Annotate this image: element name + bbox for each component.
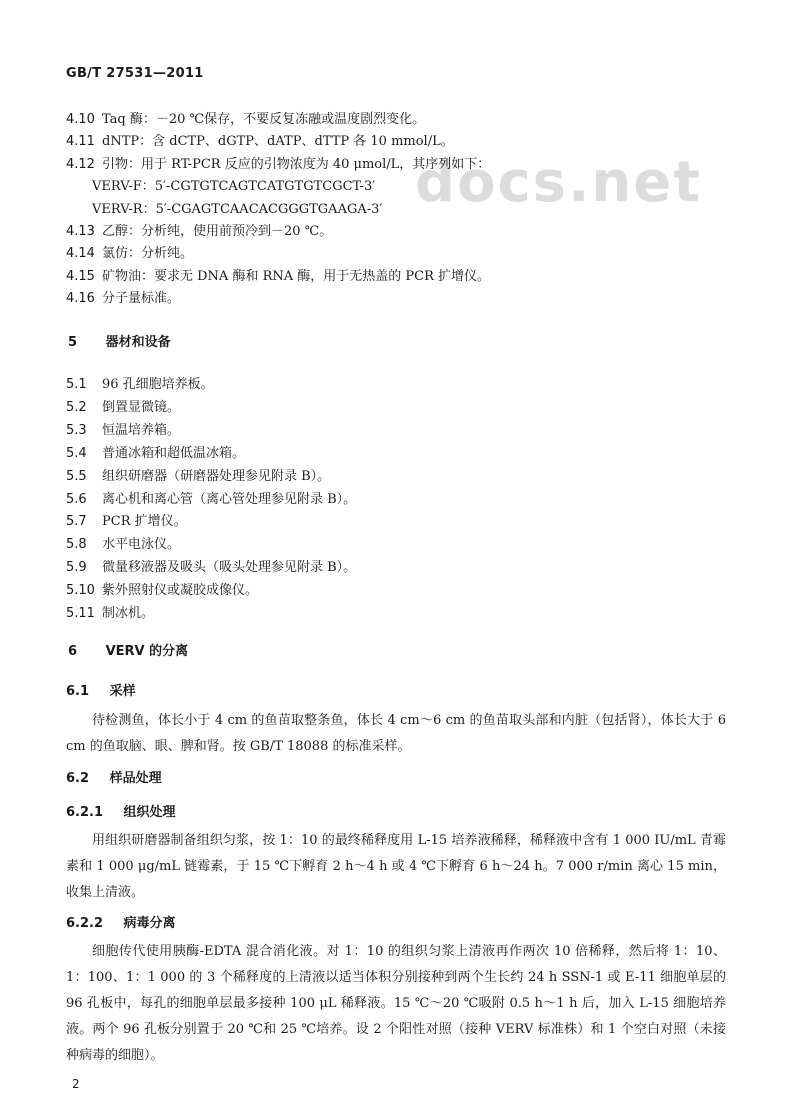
list-item (66, 602, 154, 621)
section-number: 6 (68, 644, 78, 659)
paragraph-6-1: 待检测鱼，体长小于 4 cm 的鱼苗取整条鱼，体长 4 cm～6 cm 的鱼苗取头部和内脏（包括肾），体长大于 6 cm 的鱼取脑、眼、脾和肾。按 GB/T 18088 的标准采样。 (66, 713, 726, 754)
section-title: 器材和设备 (105, 335, 171, 350)
subsection-title: 采样 (109, 684, 136, 699)
item-number: 5.5 (66, 468, 87, 484)
item-text: 离心机和离心管（离心管处理参见附录 B）。 (102, 491, 357, 507)
list-item (66, 242, 193, 261)
list-item (66, 533, 180, 552)
item-text: 微量移液器及吸头（吸头处理参见附录 B）。 (102, 560, 357, 576)
subsection-number: 6.1 (66, 684, 90, 699)
subsection-title: 病毒分离 (123, 916, 176, 931)
paragraph-6-2-1: 用组织研磨器制备组织匀浆，按 1：10 的最终稀释度用 L-15 培养液稀释，稀释液中含有 1 000 IU/mL 青霉素和 1 000 μg/mL 链霉素，于 15 ℃下孵育 2 h～4 h 或 4 ℃下孵育 6 h～24 h。7 000 r/min 离心 15 min，收集上清液。 (66, 833, 726, 900)
section-5-heading (68, 331, 171, 350)
item-text: 普通冰箱和超低温冰箱。 (102, 445, 246, 461)
list-item (66, 220, 332, 239)
list-item (92, 198, 382, 217)
item-number: 5.1 (66, 377, 87, 392)
watermark: docs.net (415, 150, 702, 215)
item-text: Taq 酶：－20 ℃保存，不要反复冻融或温度剧烈变化。 (102, 112, 426, 127)
item-text: VERV-F：5′-CGTGTCAGTCATGTGTCGCT-3′ (92, 179, 376, 195)
item-number: 5.3 (66, 422, 87, 438)
item-text: 乙醇：分析纯，使用前预冷到－20 ℃。 (102, 224, 333, 239)
item-text: 引物：用于 RT-PCR 反应的引物浓度为 40 μmol/L，其序列如下： (102, 156, 491, 172)
item-text: VERV-R：5′-CGAGTCAACACGGGTGAAGA-3′ (92, 201, 383, 217)
section-number: 5 (68, 335, 78, 350)
item-text: 矿物油：要求无 DNA 酶和 RNA 酶，用于无热盖的 PCR 扩增仪。 (102, 268, 491, 284)
item-number: 4.12 (66, 156, 95, 172)
list-item (66, 265, 490, 284)
item-text: PCR 扩增仪。 (102, 514, 187, 530)
item-number: 5.10 (66, 583, 95, 599)
subsection-6-1-heading (66, 680, 136, 699)
item-number: 5.8 (66, 537, 87, 553)
list-item (66, 108, 425, 127)
list-item (66, 396, 180, 415)
item-text: 制冰机。 (102, 606, 155, 621)
list-item (66, 556, 356, 575)
item-text: 氯仿：分析纯。 (102, 246, 194, 262)
list-item (66, 465, 330, 484)
list-item (66, 510, 187, 529)
item-text: 组织研磨器（研磨器处理参见附录 B）。 (102, 468, 331, 484)
list-item (66, 287, 180, 306)
subsection-title: 样品处理 (109, 771, 162, 786)
subsection-number: 6.2 (66, 771, 90, 786)
subsection-6-2-1-heading (66, 801, 176, 820)
item-number: 4.11 (66, 134, 95, 150)
item-number: 5.7 (66, 514, 87, 530)
item-number: 4.13 (66, 224, 95, 239)
item-number: 4.15 (66, 268, 95, 284)
item-text: 恒温培养箱。 (102, 422, 181, 438)
list-item (92, 175, 375, 194)
list-item (66, 442, 245, 461)
list-item (66, 419, 180, 438)
item-text: 倒置显微镜。 (102, 399, 181, 415)
item-number: 5.4 (66, 445, 87, 461)
item-number: 4.16 (66, 291, 95, 307)
item-text: 96 孔细胞培养板。 (102, 377, 214, 392)
paragraph-6-2-2: 细胞传代使用胰酶-EDTA 混合消化液。对 1：10 的组织匀浆上清液再作两次 10 倍稀释，然后将 1：10、1：100、1：1 000 的 3 个稀释度的上清液以适当体积分别接种到两个生长约 24 h SSN-1 或 E-11 细胞单层的 96 孔板中，每孔的细胞单层最多接种 100 μL 稀释液。15 ℃～20 ℃吸附 0.5 h～1 h 后，加入 L-15 细胞培养液。两个 96 孔板分别置于 20 ℃和 25 ℃培养。设 2 个阳性对照（接种 VERV 标准株）和 1 个空白对照（未接种病毒的细胞）。 (66, 944, 726, 1063)
item-number: 5.2 (66, 399, 87, 415)
standard-header: GB/T 27531—2011 (66, 66, 204, 81)
item-text: 水平电泳仪。 (102, 537, 181, 553)
subsection-title: 组织处理 (123, 805, 176, 820)
item-number: 5.11 (66, 606, 95, 621)
list-item (66, 130, 454, 149)
list-item (66, 373, 214, 392)
list-item (66, 153, 490, 172)
subsection-6-2-heading (66, 767, 162, 786)
subsection-6-2-2-heading (66, 912, 176, 931)
section-6-heading (68, 640, 188, 659)
item-number: 4.10 (66, 112, 95, 127)
page-number: 2 (72, 1077, 80, 1091)
subsection-number: 6.2.1 (66, 805, 104, 820)
subsection-number: 6.2.2 (66, 916, 104, 931)
section-title: VERV 的分离 (105, 644, 189, 659)
item-text: dNTP：含 dCTP、dGTP、dATP、dTTP 各 10 mmol/L。 (102, 134, 454, 150)
item-number: 4.14 (66, 246, 95, 262)
item-text: 分子量标准。 (102, 291, 181, 307)
item-number: 5.6 (66, 491, 87, 507)
list-item (66, 488, 356, 507)
item-text: 紫外照射仪或凝胶成像仪。 (102, 583, 259, 599)
list-item (66, 579, 258, 598)
item-number: 5.9 (66, 560, 87, 576)
